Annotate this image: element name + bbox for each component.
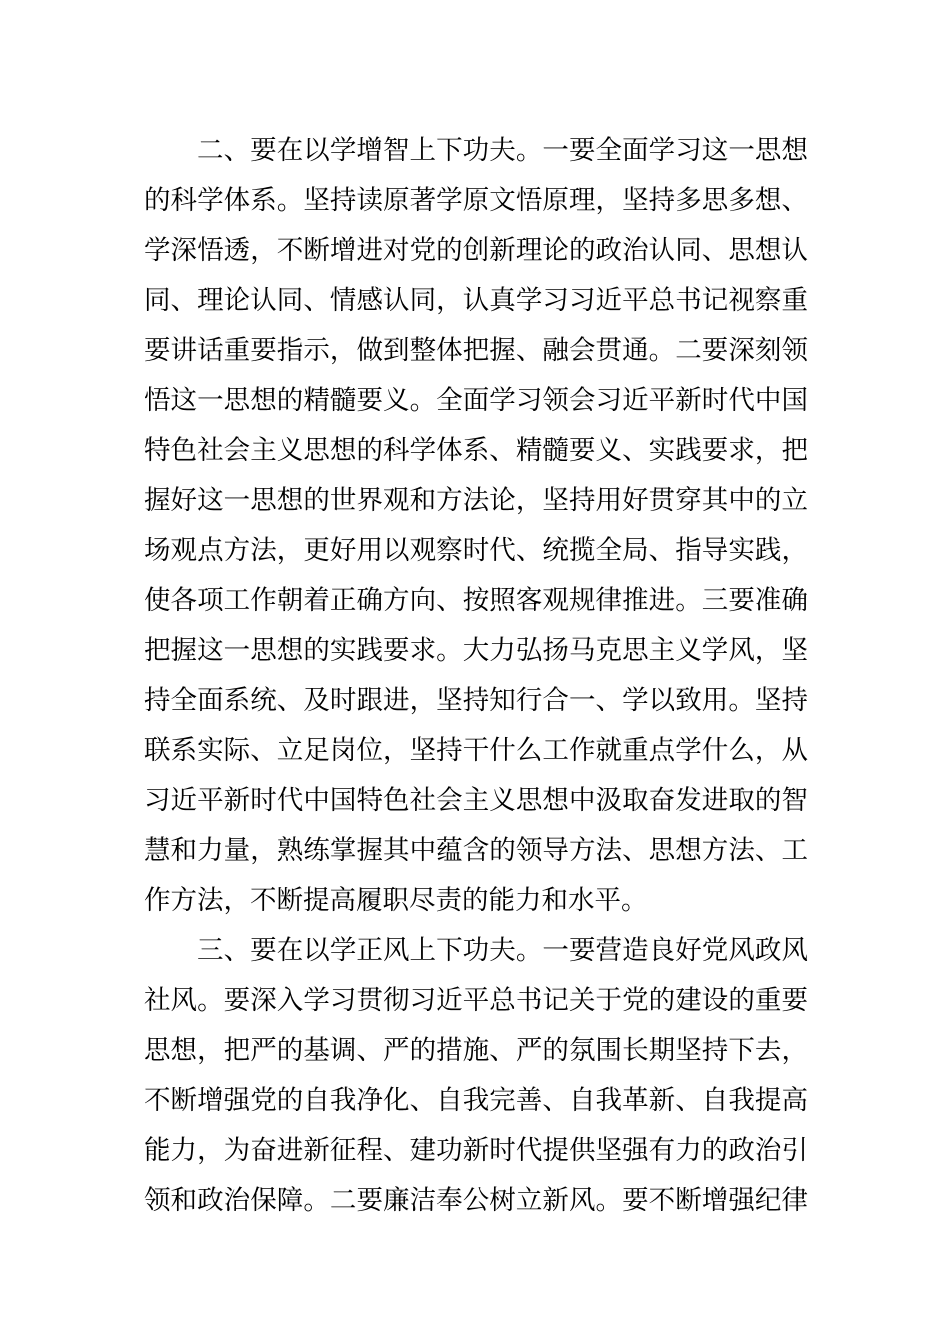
text-line: 的科学体系。坚持读原著学原文悟原理，坚持多思多想、 [144,185,808,216]
text-line: 要讲话重要指示，做到整体把握、融会贯通。二要深刻领 [144,335,808,366]
text-line: 悟这一思想的精髓要义。全面学习领会习近平新时代中国 [144,385,808,416]
text-line: 不断增强党的自我净化、自我完善、自我革新、自我提高 [144,1085,808,1116]
text-line: 特色社会主义思想的科学体系、精髓要义、实践要求，把 [144,435,808,466]
text-line: 领和政治保障。二要廉洁奉公树立新风。要不断增强纪律 [144,1185,808,1216]
paragraph-study-conduct [144,926,808,1226]
text-line: 二、要在以学增智上下功夫。一要全面学习这一思想 [197,135,808,166]
text-line: 握好这一思想的世界观和方法论，坚持用好贯穿其中的立 [144,485,808,516]
text-line: 能力，为奋进新征程、建功新时代提供坚强有力的政治引 [144,1135,808,1166]
text-line: 场观点方法，更好用以观察时代、统揽全局、指导实践， [144,535,808,566]
text-line: 同、理论认同、情感认同，认真学习习近平总书记视察重 [144,285,808,316]
text-line: 联系实际、立足岗位，坚持干什么工作就重点学什么，从 [144,735,808,766]
text-line: 慧和力量，熟练掌握其中蕴含的领导方法、思想方法、工 [144,835,808,866]
text-line: 三、要在以学正风上下功夫。一要营造良好党风政风 [197,935,808,966]
text-line: 持全面系统、及时跟进，坚持知行合一、学以致用。坚持 [144,685,808,716]
text-line: 思想，把严的基调、严的措施、严的氛围长期坚持下去， [144,1035,808,1066]
paragraph-study-wisdom [144,126,808,926]
text-line: 把握这一思想的实践要求。大力弘扬马克思主义学风，坚 [144,635,808,666]
text-line: 社风。要深入学习贯彻习近平总书记关于党的建设的重要 [144,985,808,1016]
text-line: 使各项工作朝着正确方向、按照客观规律推进。三要准确 [144,585,808,616]
text-line: 学深悟透，不断增进对党的创新理论的政治认同、思想认 [144,235,808,266]
text-line: 习近平新时代中国特色社会主义思想中汲取奋发进取的智 [144,785,808,816]
document-body [144,126,808,1226]
text-line: 作方法，不断提高履职尽责的能力和水平。 [144,885,648,916]
